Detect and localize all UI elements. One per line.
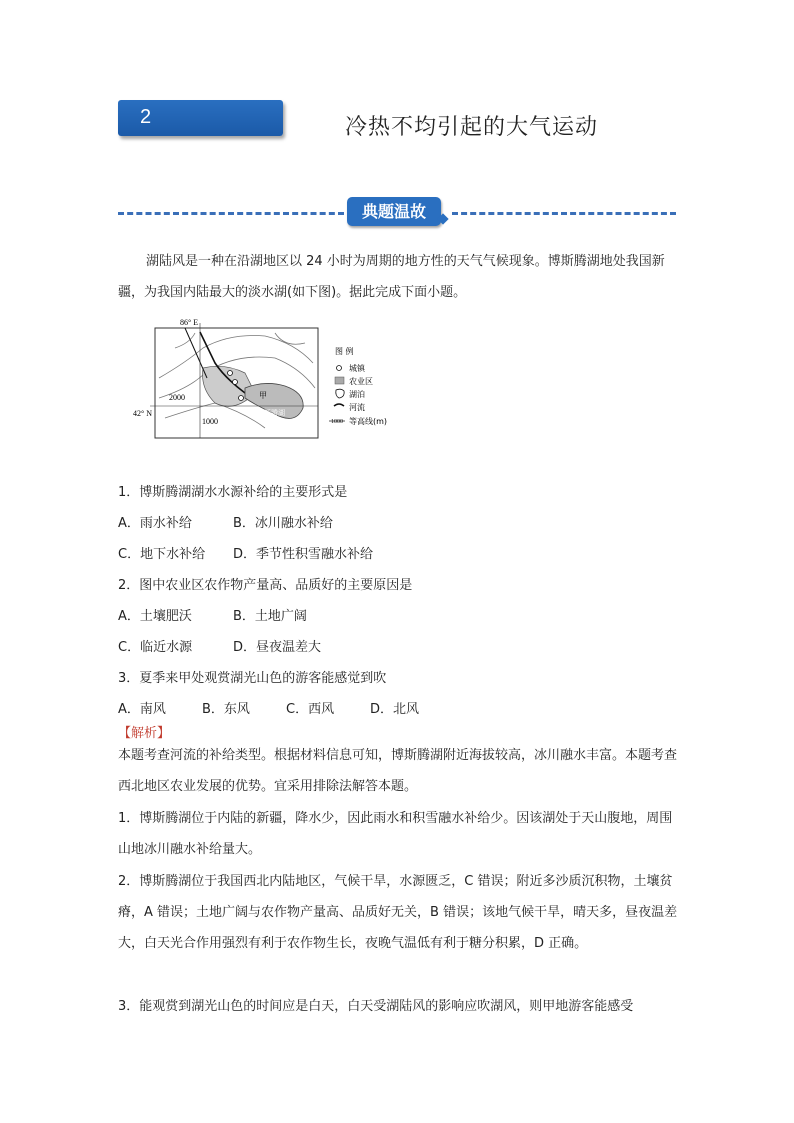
map-lake-name: 博斯腾湖 [257,409,285,417]
option-d: D．季节性积雪融水补给 [233,547,374,562]
analysis-paragraph: 1．博斯腾湖位于内陆的新疆，降水少，因此雨水和积雪融水补给少。因该湖处于天山腹地，周围山地冰川融水补给量大。 [118,811,673,857]
analysis-paragraph: 3．能观赏到湖光山色的时间应是白天，白天受湖陆风的影响应吹湖风，则甲地游客能感受 [118,999,634,1014]
farmland-legend-icon [335,377,344,384]
lake-map-figure [133,318,415,443]
legend-item: 湖泊 [349,390,365,399]
legend-item: 等高线(m) [349,417,388,426]
option-c: C．地下水补给 [118,547,206,562]
legend-item: 城镇 [349,364,365,373]
option-d: D．昼夜温差大 [233,640,322,655]
page-title: 冷热不均引起的大气运动 [345,115,599,140]
option-d: D．北风 [370,702,420,717]
option-b: B．东风 [202,702,250,717]
analysis-paragraph: 2．博斯腾湖位于我国西北内陆地区，气候干旱，水源匮乏，C 错误；附近多沙质沉积物，土壤贫瘠，A 错误；土地广阔与农作物产量高、品质好无关，B 错误；该地气候干旱，晴天多，昼夜温差大，白天光合作用强烈有利于农作物生长，夜晚气温低有利于糖分积累，D 正确。 [118,874,678,951]
analysis-paragraph: 本题考查河流的补给类型。根据材料信息可知，博斯腾湖附近海拔较高，冰川融水丰富。本题考查西北地区农业发展的优势。宜采用排除法解答本题。 [118,748,678,794]
map-contour-label: 2000 [169,393,185,402]
legend-title: 图 例 [335,347,354,356]
map-place-label: 甲 [259,391,267,400]
divider-left [118,212,344,215]
option-a: A．南风 [118,702,166,717]
map-lon-label: 86° E [180,318,199,327]
option-c: C．临近水源 [118,640,193,655]
legend-contour-value: 1000 [331,419,343,425]
question-stem: 2．图中农业区农作物产量高、品质好的主要原因是 [118,578,413,593]
section-tag: 典题温故 [347,197,441,226]
river-legend-icon [334,404,344,406]
map-lat-label: 42° N [133,409,152,418]
question-stem: 1．博斯腾湖湖水水源补给的主要形式是 [118,485,348,500]
legend-item: 河流 [349,403,365,412]
question-stem: 3．夏季来甲处观赏湖光山色的游客能感觉到吹 [118,671,387,686]
options-row [118,636,321,655]
option-b: B．土地广阔 [233,609,307,624]
option-c: C．西风 [286,702,335,717]
section-number-badge [118,100,283,136]
town-legend-icon [337,366,342,371]
divider-right [452,212,676,215]
section-number: 2 [140,106,152,128]
analysis-label: 【解析】 [118,726,171,741]
lake-legend-icon [336,389,344,398]
intro-paragraph: 湖陆风是一种在沿湖地区以 24 小时为周期的地方性的天气气候现象。博斯腾湖地处我国新疆，为我国内陆最大的淡水湖(如下图)。据此完成下面小题。 [118,254,665,300]
map-contour-label: 1000 [202,417,218,426]
option-b: B．冰川融水补给 [233,516,333,531]
option-a: A．雨水补给 [118,516,192,531]
option-a: A．土壤肥沃 [118,609,192,624]
options-row [118,605,307,624]
legend-item: 农业区 [349,377,373,386]
options-row [118,512,333,531]
options-row [118,698,419,717]
options-row [118,543,373,562]
